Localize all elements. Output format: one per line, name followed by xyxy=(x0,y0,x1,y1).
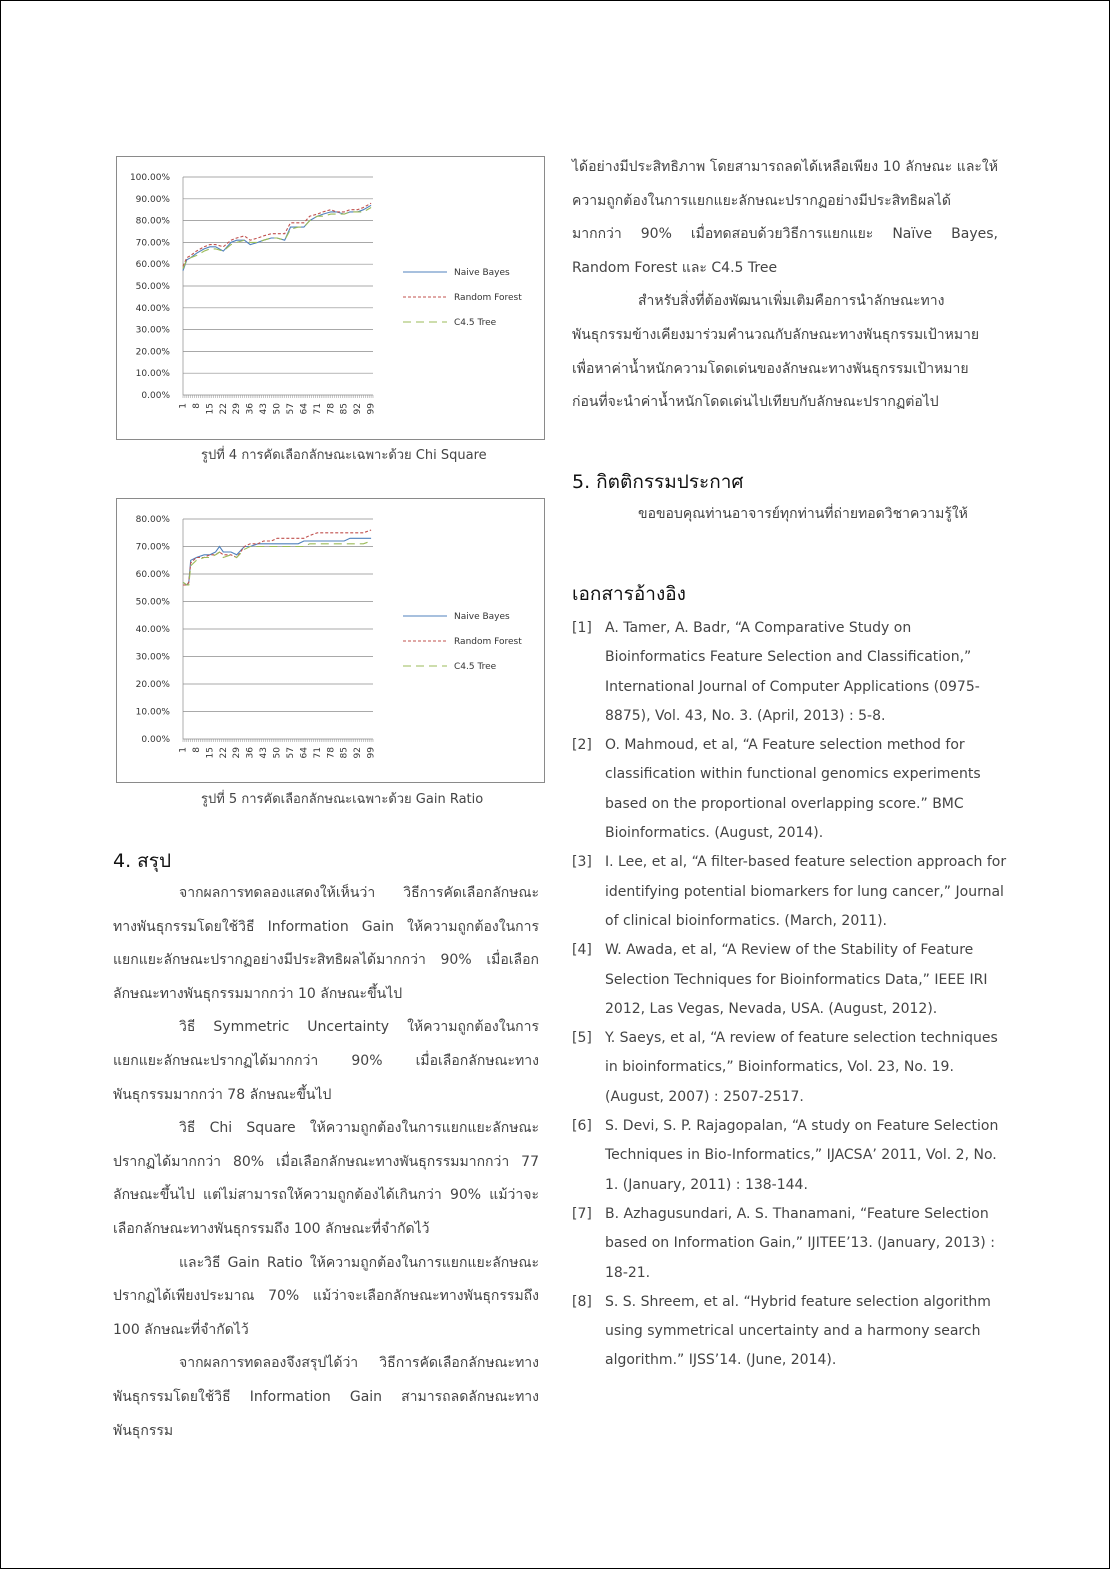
x-tick-label: 78 xyxy=(326,747,337,759)
conclusion-continuation: ได้อย่างมีประสิทธิภาพ โดยสามารถลดได้เหลือเพียง 10 ลักษณะ และให้ความถูกต้องในการแยกแยะลักษณะปรากฏอย่างมีประสิทธิผลได้มากกว่า 90% เมื่อทดสอบด้วยวิธีการแยกแยะ Naïve Bayes, Random Forest และ C4.5 Tree xyxy=(572,159,998,276)
reference-item-7: [7] B. Azhagusundari, A. S. Thanamani, “Feature Selection based on Information Gain,” IJITEE’13. (January, 2013) : 18-21. xyxy=(572,1205,995,1281)
x-tick-label: 1 xyxy=(178,403,189,409)
x-tick-label: 64 xyxy=(299,403,310,415)
y-tick-label: 20.00% xyxy=(135,680,170,690)
figure-5-caption: รูปที่ 5 การคัดเลือกลักษณะเฉพาะด้วย Gain Ratio xyxy=(201,792,484,807)
y-tick-label: 40.00% xyxy=(135,625,170,635)
references-title: เอกสารอ้างอิง xyxy=(572,583,686,605)
y-tick-label: 90.00% xyxy=(135,194,170,205)
x-tick-label: 99 xyxy=(366,747,377,759)
y-tick-label: 70.00% xyxy=(135,238,170,249)
reference-item-6: [6] S. Devi, S. P. Rajagopalan, “A study on Feature Selection Techniques in Bio-Informatics,” IJACSA’ 2011, Vol. 2, No. 1. (January, 2011) : 138-144. xyxy=(572,1118,999,1193)
section-4-body xyxy=(113,877,539,1448)
x-tick-label: 78 xyxy=(326,403,337,415)
x-tick-label: 50 xyxy=(272,403,283,415)
y-tick-label: 30.00% xyxy=(135,325,170,336)
acknowledgement-text: ขอขอบคุณท่านอาจารย์ทุกท่านที่ถ่ายทอดวิชาความรู้ให้ xyxy=(638,506,968,522)
x-tick-label: 92 xyxy=(353,403,364,415)
series-line-random-forest xyxy=(183,203,371,266)
y-tick-label: 60.00% xyxy=(135,570,170,580)
x-tick-label: 43 xyxy=(259,403,270,415)
x-tick-label: 15 xyxy=(205,403,216,415)
acknowledgement-paragraph xyxy=(572,498,998,532)
section-5-title: 5. กิตติกรรมประกาศ xyxy=(572,471,744,493)
conclusion-paragraph-2: วิธี Symmetric Uncertainty ให้ความถูกต้องในการแยกแยะลักษณะปรากฏได้มากกว่า 90% เมื่อเลือกลักษณะทางพันธุกรรมมากกว่า 78 ลักษณะขึ้นไป xyxy=(113,1019,539,1103)
x-tick-label: 29 xyxy=(232,747,243,759)
chart-gain-ratio xyxy=(116,498,545,783)
reference-list xyxy=(572,614,1012,1376)
reference-item-5: [5] Y. Saeys, et al, “A review of feature selection techniques in bioinformatics,” Bioinformatics, Vol. 23, No. 19. (August, 2007) : 2507-2517. xyxy=(572,1030,998,1105)
x-tick-label: 29 xyxy=(232,403,243,415)
y-tick-label: 50.00% xyxy=(135,597,170,608)
series-line-c4-5-tree xyxy=(183,208,371,269)
figure-4-caption: รูปที่ 4 การคัดเลือกลักษณะเฉพาะด้วย Chi Square xyxy=(201,448,487,463)
conclusion-paragraph-5: จากผลการทดลองจึงสรุปได้ว่า วิธีการคัดเลือกลักษณะทางพันธุกรรมโดยใช้วิธี Information Gain สามารถลดลักษณะทางพันธุกรรม xyxy=(113,1355,539,1439)
y-tick-label: 0.00% xyxy=(141,735,170,745)
x-tick-label: 15 xyxy=(205,747,216,759)
future-work-paragraph: สำหรับสิ่งที่ต้องพัฒนาเพิ่มเติมคือการนำลักษณะทางพันธุกรรมข้างเคียงมาร่วมคำนวณกับลักษณะทางพันธุกรรมเป้าหมาย เพื่อหาค่าน้ำหนักความโดดเด่นของลักษณะทางพันธุกรรมเป้าหมาย ก่อนที่จะนำค่าน้ำหนักโดดเด่นไปเทียบกับลักษณะปรากฏต่อไป xyxy=(572,293,980,411)
y-tick-label: 30.00% xyxy=(135,652,170,663)
series-line-random-forest xyxy=(183,530,371,585)
conclusion-paragraph-3: วิธี Chi Square ให้ความถูกต้องในการแยกแยะลักษณะปรากฏได้มากกว่า 80% เมื่อเลือกลักษณะทางพันธุกรรมมากกว่า 77 ลักษณะขึ้นไป แต่ไม่สามารถให้ความถูกต้องได้เกินกว่า 90% แม้ว่าจะเลือกลักษณะทางพันธุกรรมถึง 100 ลักษณะที่จำกัดไว้ xyxy=(113,1120,539,1237)
y-tick-label: 70.00% xyxy=(135,542,170,553)
conclusion-paragraph-4: และวิธี Gain Ratio ให้ความถูกต้องในการแยกแยะลักษณะปรากฏได้เพียงประมาณ 70% แม้ว่าจะเลือกลักษณะทางพันธุกรรมถึง 100 ลักษณะที่จำกัดไว้ xyxy=(113,1254,539,1338)
y-tick-label: 100.00% xyxy=(129,173,170,183)
reference-item-4: [4] W. Awada, et al, “A Review of the Stability of Feature Selection Techniques for Bioinformatics Data,” IEEE IRI 2012, Las Vegas, Nevada, USA. (August, 2012). xyxy=(572,942,988,1017)
chart-chi-square xyxy=(116,156,545,440)
legend-label: C4.5 Tree xyxy=(454,318,497,328)
legend-label: C4.5 Tree xyxy=(454,662,497,672)
x-tick-label: 57 xyxy=(285,747,296,759)
x-tick-label: 71 xyxy=(312,403,323,415)
legend-label: Naive Bayes xyxy=(454,612,510,622)
x-tick-label: 8 xyxy=(191,403,202,409)
series-line-c4-5-tree xyxy=(183,541,371,585)
y-tick-label: 10.00% xyxy=(135,369,170,380)
reference-item-8: [8] S. S. Shreem, et al. “Hybrid feature selection algorithm using symmetrical uncertainty and a harmony search algorithm.” IJSS’14. (June, 2014). xyxy=(572,1293,991,1369)
chart-gain-ratio-svg xyxy=(117,499,544,782)
y-tick-label: 0.00% xyxy=(141,391,170,401)
right-column-body xyxy=(572,151,998,420)
x-tick-label: 85 xyxy=(339,403,350,415)
x-tick-label: 43 xyxy=(259,747,270,759)
y-tick-label: 20.00% xyxy=(135,347,170,358)
reference-item-3: [3] I. Lee, et al, “A filter-based feature selection approach for identifying potential biomarkers for lung cancer,” Journal of clinical bioinformatics. (March, 2011). xyxy=(572,854,1007,929)
y-tick-label: 50.00% xyxy=(135,282,170,292)
x-tick-label: 50 xyxy=(272,747,283,759)
x-tick-label: 36 xyxy=(245,747,256,759)
x-tick-label: 1 xyxy=(178,747,189,753)
reference-item-2: [2] O. Mahmoud, et al, “A Feature selection method for classification within functional genomics experiments based on the proportional overlapping score.” BMC Bioinformatics. (August, 2014). xyxy=(572,737,981,842)
legend-label: Random Forest xyxy=(454,293,522,303)
y-tick-label: 60.00% xyxy=(135,260,170,271)
x-tick-label: 85 xyxy=(339,747,350,759)
y-tick-label: 40.00% xyxy=(135,303,170,314)
y-tick-label: 80.00% xyxy=(135,515,170,525)
chart-chi-square-svg xyxy=(117,157,544,439)
x-tick-label: 64 xyxy=(299,747,310,759)
x-tick-label: 71 xyxy=(312,747,323,759)
conclusion-paragraph-1: จากผลการทดลองแสดงให้เห็นว่า วิธีการคัดเลือกลักษณะทางพันธุกรรมโดยใช้วิธี Information Gain ให้ความถูกต้องในการแยกแยะลักษณะปรากฏอย่างมีประสิทธิผลได้มากกว่า 90% เมื่อเลือกลักษณะทางพันธุกรรมมากกว่า 10 ลักษณะขึ้นไป xyxy=(113,885,539,1002)
reference-item-1: [1] A. Tamer, A. Badr, “A Comparative Study on Bioinformatics Feature Selection and Classification,” International Journal of Computer Applications (0975-8875), Vol. 43, No. 3. (April, 2013) : 5-8. xyxy=(572,620,980,724)
section-4-title: 4. สรุป xyxy=(113,850,172,872)
x-tick-label: 57 xyxy=(285,403,296,415)
y-tick-label: 10.00% xyxy=(135,707,170,718)
legend-label: Random Forest xyxy=(454,637,522,647)
series-line-naive-bayes xyxy=(183,538,371,585)
y-tick-label: 80.00% xyxy=(135,216,170,227)
x-tick-label: 22 xyxy=(218,747,229,759)
legend-label: Naive Bayes xyxy=(454,268,510,278)
x-tick-label: 22 xyxy=(218,403,229,415)
x-tick-label: 36 xyxy=(245,403,256,415)
x-tick-label: 99 xyxy=(366,403,377,415)
x-tick-label: 8 xyxy=(191,747,202,753)
x-tick-label: 92 xyxy=(353,747,364,759)
